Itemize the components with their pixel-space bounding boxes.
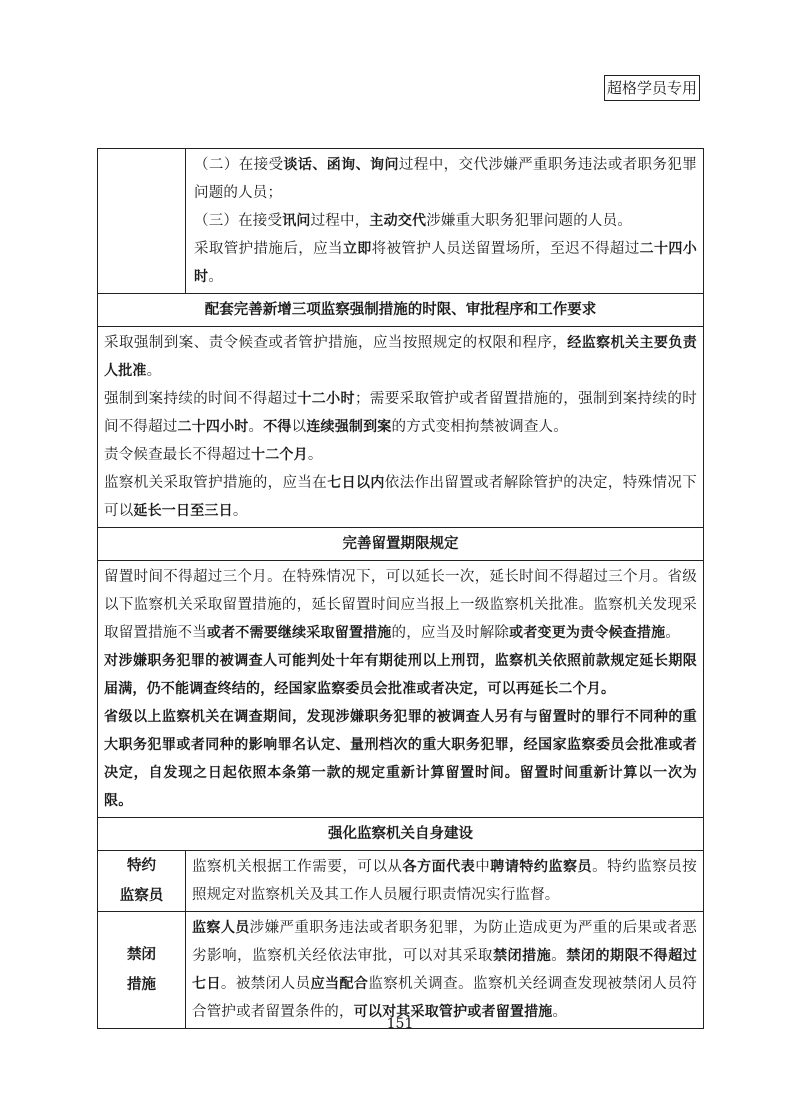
emphasis-text: 延长一日至三日 xyxy=(133,503,233,519)
body-text: 过程中， xyxy=(310,213,370,229)
section1-body-row xyxy=(98,327,704,528)
section2-paragraph xyxy=(104,703,697,815)
label-line: 监察员 xyxy=(119,888,164,904)
emphasis-text: 七日以内 xyxy=(327,475,385,491)
body-text: （三）在接受 xyxy=(194,213,283,229)
body-text: 。 xyxy=(665,625,681,641)
emphasis-text: 监察人员 xyxy=(192,920,250,936)
section0-p1 xyxy=(194,151,697,207)
body-text: 的，应当及时解除 xyxy=(391,625,510,641)
body-text: 采取强制到案、责令候查或者管护措施，应当按照规定的权限和程序， xyxy=(104,335,568,351)
emphasis-text: 谈话、函询、询问 xyxy=(283,157,399,173)
label-line: 禁闭 xyxy=(127,947,156,963)
body-text: 监察机关调查。监察机关经调查发现被禁闭人员符合管护或者留置条件的， xyxy=(192,976,697,1020)
emphasis-text: 可以对其采取管护或者留置措施 xyxy=(353,1004,553,1020)
emphasis-text: 省级以上监察机关在调查期间，发现涉嫌职务犯罪的被调查人另有与留置时的罪行不同种的重大职务犯罪或者同种的影响罪名认定、量刑档次的重大职务犯罪，经国家监察委员会批准或者决定，自发现之日起依照本条第一款的规定重新计算留置时间。留置时间重新计算以一次为限。 xyxy=(104,709,697,809)
section1-paragraph xyxy=(104,329,697,385)
body-text: 的方式变相拘禁被调查人。 xyxy=(391,419,568,435)
section2-body xyxy=(98,561,704,818)
emphasis-text: 对涉嫌职务犯罪的被调查人可能判处十年有期徒刑以上刑罚，监察机关依照前款规定延长期限届满，仍不能调查终结的，经国家监察委员会批准或者决定，可以再延长二个月。 xyxy=(104,653,697,697)
section0-p2 xyxy=(194,207,697,235)
section2-body-row xyxy=(98,561,704,818)
confinement-row xyxy=(98,912,704,1029)
section0-left-cell xyxy=(98,149,186,294)
confinement-content xyxy=(186,912,704,1029)
body-text: 过程中，交代涉嫌严重职务违法或者职务犯罪问题的人员； xyxy=(194,157,697,201)
body-text: 。 xyxy=(307,447,323,463)
emphasis-text: 二十四小时 xyxy=(194,241,697,285)
body-text: 。特约监察员按照规定对监察机关及其工作人员履行职责情况实行监督。 xyxy=(192,859,698,903)
section1-paragraph xyxy=(104,441,697,469)
body-text: 。 xyxy=(208,269,223,285)
section1-paragraph xyxy=(104,385,697,441)
body-text: 。 xyxy=(232,503,248,519)
label-line: 措施 xyxy=(127,977,156,993)
section0-p3 xyxy=(194,235,697,291)
special-supervisor-row xyxy=(98,851,704,912)
page-number: 151 xyxy=(386,1016,414,1032)
emphasis-text: 十二个月 xyxy=(251,447,308,463)
body-text: 中 xyxy=(475,859,491,875)
emphasis-text: 十二小时 xyxy=(297,391,355,407)
emphasis-text: 应当配合 xyxy=(310,976,369,992)
section2-paragraph xyxy=(104,647,697,703)
emphasis-text: 不得 xyxy=(263,419,292,435)
section1-body xyxy=(98,327,704,528)
confinement-text xyxy=(192,914,697,1026)
emphasis-text: 立即 xyxy=(342,241,372,257)
body-text: 采取管护措施后，应当 xyxy=(194,241,343,257)
body-text: 。 xyxy=(146,363,162,379)
emphasis-text: 连续强制到案 xyxy=(306,419,392,435)
emphasis-text: 禁闭的期限不得超过七日 xyxy=(192,948,697,992)
body-text: 。被禁闭人员 xyxy=(220,976,311,992)
body-text: 涉嫌重大职务犯罪问题的人员。 xyxy=(426,213,633,229)
body-text: 涉嫌严重职务违法或者职务犯罪，为防止造成更为严重的后果或者恶劣影响，监察机关经依法审批，可以对其采取 xyxy=(192,920,697,964)
special-supervisor-label xyxy=(98,851,186,912)
body-text: 监察机关根据工作需要，可以从 xyxy=(192,859,403,875)
special-supervisor-content xyxy=(186,851,704,912)
header-tag: 超格学员专用 xyxy=(604,75,700,101)
emphasis-text: 经监察机关主要负责人批准 xyxy=(104,335,697,379)
emphasis-text: 主动交代 xyxy=(369,213,427,229)
body-text: 监察机关采取管护措施的，应当在 xyxy=(104,475,328,491)
body-text: 责令候查最长不得超过 xyxy=(104,447,251,463)
emphasis-text: 或者不需要继续采取留置措施 xyxy=(206,625,392,641)
body-text: ；需要采取管护或者留置措施的，强制到案持续的时间不得超过 xyxy=(104,391,697,435)
content-table xyxy=(97,148,704,1029)
section2-heading-row xyxy=(98,528,704,561)
body-text: 依法作出留置或者解除管护的决定，特殊情况下可以 xyxy=(104,475,697,519)
label-line: 特约 xyxy=(127,858,156,874)
section1-paragraph xyxy=(104,469,697,525)
body-text: 将被管护人员送留置场所，至迟不得超过 xyxy=(371,241,640,257)
body-text: 。 xyxy=(551,948,567,964)
confinement-label xyxy=(98,912,186,1029)
emphasis-text: 讯问 xyxy=(282,213,311,229)
emphasis-text: 禁闭措施 xyxy=(493,948,552,964)
section3-heading: 强化监察机关自身建设 xyxy=(98,818,704,851)
section0-content xyxy=(186,149,704,294)
emphasis-text: 各方面代表 xyxy=(402,859,476,875)
section1-heading: 配套完善新增三项监察强制措施的时限、审批程序和工作要求 xyxy=(98,294,704,327)
section2-paragraph xyxy=(104,563,697,647)
body-text: 。 xyxy=(552,1004,568,1020)
emphasis-text: 二十四小时 xyxy=(177,419,249,435)
section1-heading-row xyxy=(98,294,704,327)
emphasis-text: 聘请特约监察员 xyxy=(490,859,593,875)
body-text: 留置时间不得超过三个月。在特殊情况下，可以延长一次，延长时间不得超过三个月。省级以下监察机关采取留置措施的，延长留置时间应当报上一级监察机关批准。监察机关发现采取留置措施不当 xyxy=(104,569,697,641)
section3-heading-row xyxy=(98,818,704,851)
body-text: 。 xyxy=(248,419,264,435)
section2-heading: 完善留置期限规定 xyxy=(98,528,704,561)
section0-row xyxy=(98,149,704,294)
emphasis-text: 或者变更为责令候查措施 xyxy=(509,625,666,641)
body-text: 强制到案持续的时间不得超过 xyxy=(104,391,298,407)
special-supervisor-text xyxy=(192,853,697,909)
body-text: 以 xyxy=(291,419,307,435)
body-text: （二）在接受 xyxy=(194,157,284,173)
